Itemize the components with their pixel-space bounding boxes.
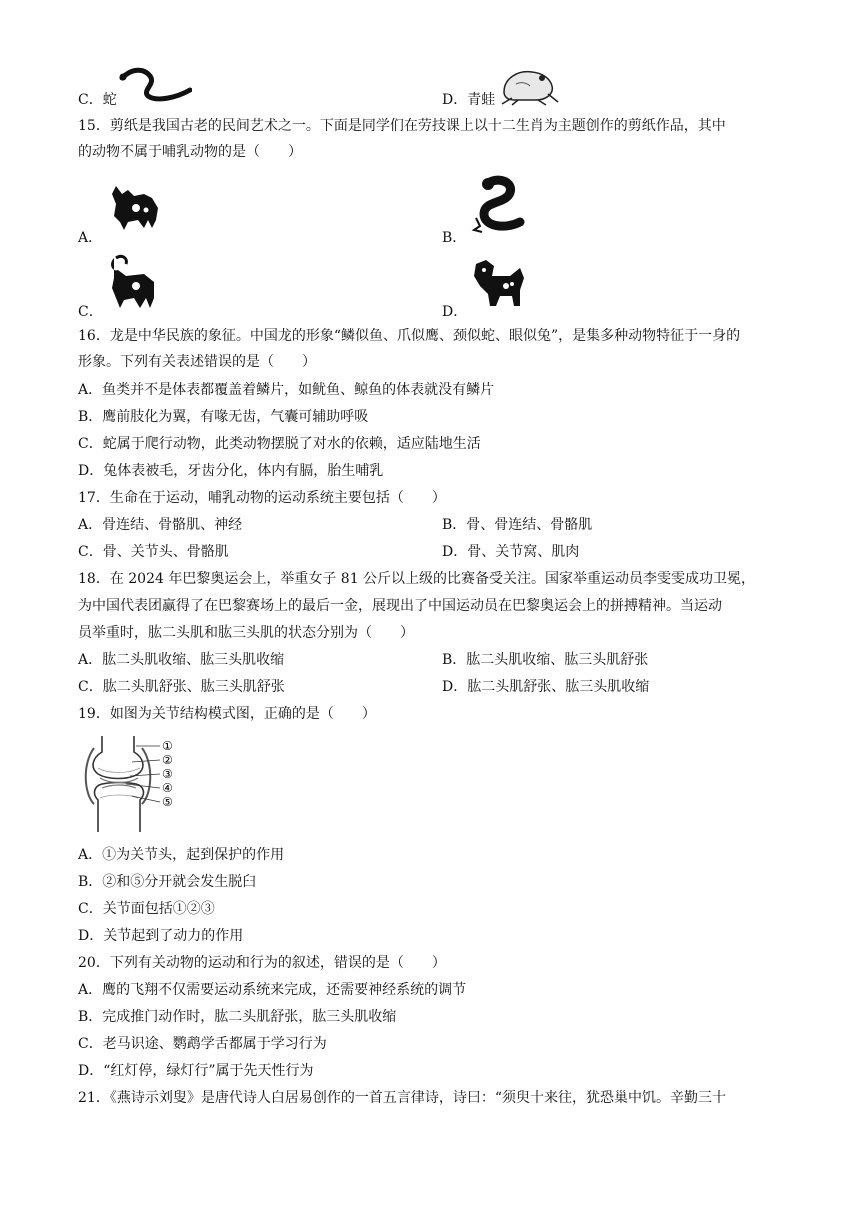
joint-label-4: ④ (162, 781, 173, 795)
q17-option-b: B．骨、骨连结、骨骼肌 (442, 517, 593, 533)
q16-option-c: C．蛇属于爬行动物，此类动物摆脱了对水的依赖，适应陆地生活 (78, 436, 481, 452)
q18-option-c: C．肱二头肌舒张、肱三头肌舒张 (78, 679, 285, 695)
q20-option-d: D．“红灯停，绿灯行”属于先天性行为 (78, 1063, 314, 1079)
q16-option-a: A．鱼类并不是体表都覆盖着鳞片，如鱿鱼、鲸鱼的体表就没有鳞片 (78, 382, 495, 398)
q17-option-a: A．骨连结、骨骼肌、神经 (78, 517, 243, 533)
q19-option-a: A．①为关节头，起到保护的作用 (78, 847, 285, 863)
q14-option-c: C．蛇 (78, 92, 117, 108)
q14-option-d: D．青蛙 (442, 92, 496, 108)
q17-stem: 17．生命在于运动，哺乳动物的运动系统主要包括（ ） (78, 490, 446, 506)
q15-option-b: B． (442, 230, 467, 246)
q18-stem-line3: 员举重时，肱二头肌和肱三头肌的状态分别为（ ） (78, 625, 414, 641)
frog-image (498, 64, 560, 106)
joint-label-1: ① (162, 739, 173, 753)
q16-option-d: D．兔体表被毛，牙齿分化，体内有膈，胎生哺乳 (78, 463, 384, 479)
q17-option-c: C．骨、关节头、骨骼肌 (78, 544, 229, 560)
q19-option-b: B．②和⑤分开就会发生脱臼 (78, 874, 257, 890)
joint-label-2: ② (162, 753, 173, 767)
q18-option-b: B．肱二头肌收缩、肱三头肌舒张 (442, 652, 649, 668)
snake-papercut-image (470, 174, 530, 238)
joint-label-5: ⑤ (162, 795, 173, 809)
q15-stem-line2: 的动物不属于哺乳动物的是（ ） (78, 144, 302, 160)
q17-option-d: D．骨、关节窝、肌肉 (442, 544, 580, 560)
q21-stem-line1: 21．《燕诗示刘叟》是唐代诗人白居易创作的一首五言律诗，诗曰：“须臾十来往，犹恐巢中饥。辛勤三十 (78, 1090, 726, 1106)
q20-option-a: A．鹰的飞翔不仅需要运动系统来完成，还需要神经系统的调节 (78, 982, 467, 998)
q16-stem-line2: 形象。下列有关表述错误的是（ ） (78, 354, 316, 370)
q18-stem-line1: 18．在 2024 年巴黎奥运会上，举重女子 81 公斤以上级的比赛备受关注。国家举重运动员李雯雯成功卫冕， (78, 571, 756, 587)
q15-option-d: D． (442, 304, 468, 320)
q19-option-d: D．关节起到了动力的作用 (78, 928, 244, 944)
joint-label-3: ③ (162, 767, 173, 781)
q15-option-c: C． (78, 304, 103, 320)
q20-option-c: C．老马识途、鹦鹉学舌都属于学习行为 (78, 1036, 327, 1052)
ox-papercut-image (108, 180, 164, 234)
goat-papercut-image (104, 254, 162, 312)
q19-stem: 19．如图为关节结构模式图，正确的是（ ） (78, 706, 376, 722)
snake-image (118, 66, 192, 102)
q19-option-c: C．关节面包括①②③ (78, 901, 215, 917)
q15-option-a: A． (78, 230, 103, 246)
dog-papercut-image (470, 256, 528, 314)
q18-stem-line2: 为中国代表团赢得了在巴黎赛场上的最后一金，展现出了中国运动员在巴黎奥运会上的拼搏精神。当运动 (78, 598, 722, 614)
q20-stem: 20．下列有关动物的运动和行为的叙述，错误的是（ ） (78, 955, 446, 971)
q18-option-d: D．肱二头肌舒张、肱三头肌收缩 (442, 679, 650, 695)
q15-stem-line1: 15．剪纸是我国古老的民间艺术之一。下面是同学们在劳技课上以十二生肖为主题创作的剪纸作品，其中 (78, 118, 726, 134)
q16-option-b: B．鹰前肢化为翼，有喙无齿，气囊可辅助呼吸 (78, 409, 369, 425)
q18-option-a: A．肱二头肌收缩、肱三头肌收缩 (78, 652, 285, 668)
q20-option-b: B．完成推门动作时，肱二头肌舒张，肱三头肌收缩 (78, 1009, 397, 1025)
q16-stem-line1: 16．龙是中华民族的象征。中国龙的形象“鳞似鱼、爪似鹰、颈似蛇、眼似兔”，是集多种动物特征于一身的 (78, 328, 741, 344)
joint-diagram (80, 734, 184, 834)
